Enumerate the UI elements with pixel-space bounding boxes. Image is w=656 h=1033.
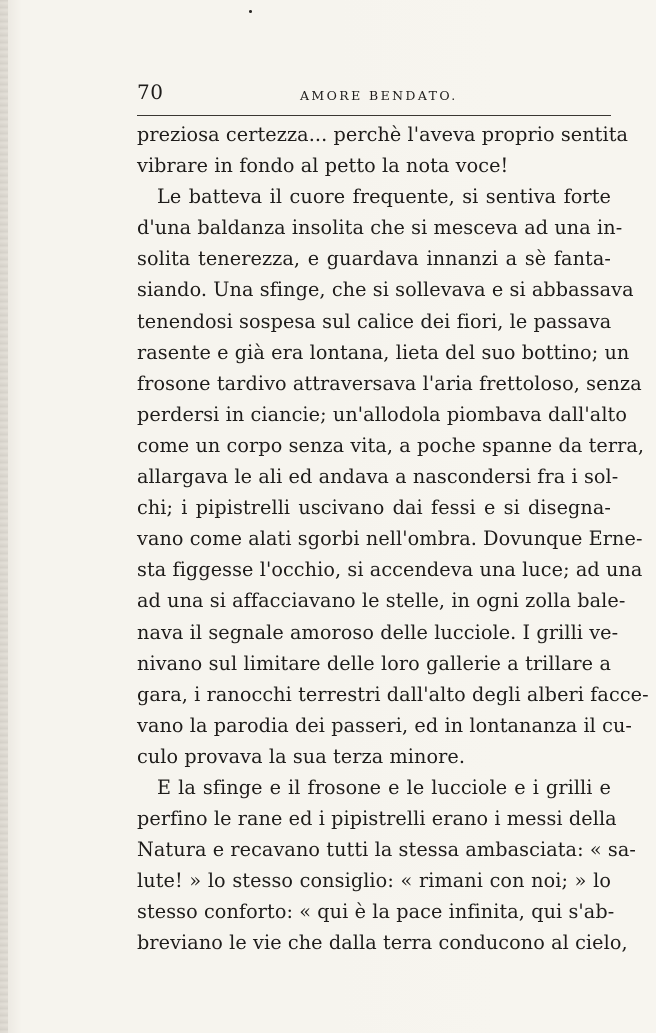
text-line: stesso conforto: « qui è la pace infinita, qui s'ab- bbox=[137, 900, 615, 924]
page-number: 70 bbox=[137, 80, 164, 104]
text-line: solita tenerezza, e guardava innanzi a sè fanta- bbox=[137, 247, 611, 271]
text-line: sta figgesse l'occhio, si accendeva una luce; ad una bbox=[137, 558, 643, 582]
text-line: Le batteva il cuore frequente, si sentiva forte bbox=[157, 185, 611, 209]
text-line: culo provava la sua terza minore. bbox=[137, 744, 466, 768]
text-line: Natura e recavano tutti la stessa ambasciata: « sa- bbox=[137, 838, 636, 862]
text-line: E la sfinge e il frosone e le lucciole e i grilli e bbox=[157, 775, 611, 799]
binding-gutter bbox=[0, 0, 8, 1033]
text-line: gara, i ranocchi terrestri dall'alto degli alberi facce- bbox=[137, 682, 649, 706]
text-line: come un corpo senza vita, a poche spanne da terra, bbox=[137, 433, 645, 457]
text-line: vibrare in fondo al petto la nota voce! bbox=[137, 154, 509, 178]
text-line: perfino le rane ed i pipistrelli erano i messi della bbox=[137, 807, 617, 831]
text-line: nivano sul limitare delle loro gallerie a trillare a bbox=[137, 651, 611, 675]
text-line: vano la parodia dei passeri, ed in lontananza il cu- bbox=[137, 713, 633, 737]
text-line: rasente e già era lontana, lieta del suo bottino; un bbox=[137, 340, 630, 364]
ink-speck bbox=[249, 10, 252, 13]
page-header bbox=[137, 80, 611, 110]
text-line: d'una baldanza insolita che si mesceva ad una in- bbox=[137, 216, 623, 240]
header-rule bbox=[137, 115, 611, 116]
text-line: ad una si affacciavano le stelle, in ogni zolla bale- bbox=[137, 589, 626, 613]
text-line: frosone tardivo attraversava l'aria frettoloso, senza bbox=[137, 371, 642, 395]
text-line: preziosa certezza... perchè l'aveva proprio sentita bbox=[137, 123, 629, 146]
body-text bbox=[137, 119, 649, 959]
text-line: allargava le ali ed andava a nascondersi fra i sol- bbox=[137, 465, 619, 489]
text-line: nava il segnale amoroso delle lucciole. I grilli ve- bbox=[137, 620, 619, 644]
text-line: tenendosi sospesa sul calice dei fiori, le passava bbox=[137, 309, 612, 333]
running-title: AMORE BENDATO. bbox=[300, 88, 458, 103]
text-line: vano come alati sgorbi nell'ombra. Dovunque Erne- bbox=[137, 527, 643, 551]
text-line: breviano le vie che dalla terra conducono al cielo, bbox=[137, 931, 628, 955]
text-line: perdersi in ciancie; un'allodola piombava dall'alto bbox=[137, 402, 628, 426]
text-line: lute! » lo stesso consiglio: « rimani con noi; » lo bbox=[137, 869, 611, 893]
text-line: chi; i pipistrelli uscivano dai fessi e si disegna- bbox=[137, 496, 611, 520]
text-line: siando. Una sfinge, che si sollevava e si abbassava bbox=[137, 278, 634, 302]
